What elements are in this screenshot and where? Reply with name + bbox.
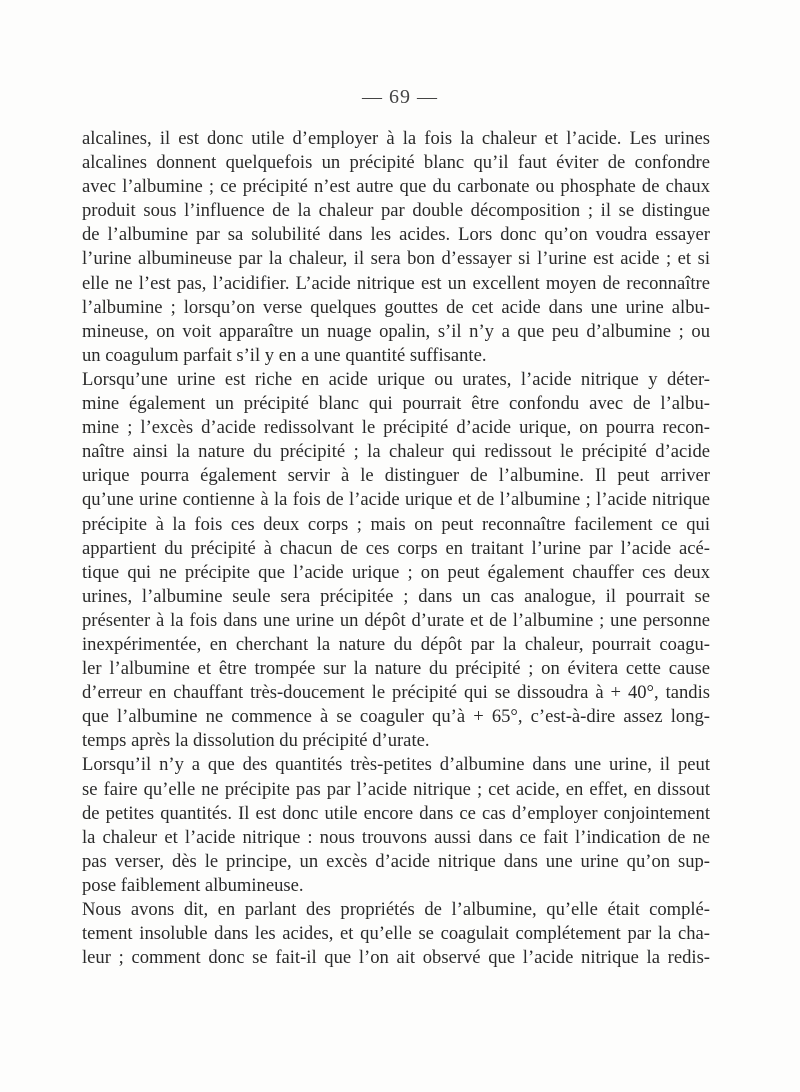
text-line: inexpérimentée, en cherchant la nature du dépôt par la chaleur, pourrait coagu-	[82, 633, 710, 655]
text-line: que l’albumine ne commence à se coaguler qu’à + 65°, c’est-à-dire assez long-	[82, 706, 710, 728]
text-line: mine également un précipité blanc qui pourrait être confondu avec de l’albu-	[82, 393, 710, 415]
text-line: produit sous l’influence de la chaleur par double décomposition ; il se distingue	[82, 200, 710, 222]
text-line: pas verser, dès le principe, un excès d’acide nitrique dans une urine qu’on sup-	[82, 850, 710, 872]
page-number: — 69 —	[362, 86, 438, 108]
text-line: tique qui ne précipite que l’acide urique ; on peut également chauffer ces deux	[82, 561, 710, 583]
text-line: la chaleur et l’acide nitrique : nous trouvons aussi dans ce fait l’indication de ne	[82, 826, 710, 848]
text-line: urique pourra également servir à le distinguer de l’albumine. Il peut arriver	[82, 465, 710, 487]
text-line: de l’albumine par sa solubilité dans les acides. Lors donc qu’on voudra essayer	[82, 224, 710, 246]
text-line: d’erreur en chauffant très-doucement le précipité qui se dissoudra à + 40°, tandis	[82, 682, 710, 704]
text-line: alcalines, il est donc utile d’employer à la fois la chaleur et l’acide. Les urines	[82, 128, 710, 149]
text-line: temps après la dissolution du précipité d’urate.	[82, 730, 430, 752]
text-line: présenter à la fois dans une urine un dépôt d’urate et de l’albumine ; une personne	[82, 609, 710, 631]
text-line: précipite à la fois ces deux corps ; mais on peut reconnaître facilement ce qui	[82, 513, 710, 535]
text-line: naître ainsi la nature du précipité ; la chaleur qui redissout le précipité d’acide	[82, 441, 710, 463]
text-line: de petites quantités. Il est donc utile encore dans ce cas d’employer conjointement	[82, 802, 710, 824]
text-line: mine ; l’excès d’acide redissolvant le précipité d’acide urique, on pourra recon-	[82, 417, 710, 439]
text-line: ler l’albumine et être trompée sur la nature du précipité ; on évitera cette cause	[82, 658, 710, 680]
text-line: urines, l’albumine seule sera précipitée ; dans un cas analogue, il pourrait se	[82, 585, 710, 607]
text-line: l’urine albumineuse par la chaleur, il sera bon d’essayer si l’urine est acide ; et si	[82, 248, 710, 270]
text-line: avec l’albumine ; ce précipité n’est autre que du carbonate ou phosphate de chaux	[82, 176, 710, 198]
text-line: tement insoluble dans les acides, et qu’elle se coagulait complétement par la cha-	[82, 923, 710, 945]
body-text	[82, 127, 710, 970]
text-line: Lorsqu’il n’y a que des quantités très-petites d’albumine dans une urine, il peut	[82, 754, 710, 776]
text-line: se faire qu’elle ne précipite pas par l’acide nitrique ; cet acide, en effet, en dissout	[82, 778, 710, 800]
text-line: elle ne l’est pas, l’acidifier. L’acide nitrique est un excellent moyen de reconnaître	[82, 272, 710, 294]
text-line: pose faiblement albumineuse.	[82, 874, 304, 896]
text-line: un coagulum parfait s’il y en a une quantité suffisante.	[82, 344, 487, 366]
text-line: leur ; comment donc se fait-il que l’on ait observé que l’acide nitrique la redis-	[82, 947, 710, 969]
text-line: l’albumine ; lorsqu’on verse quelques gouttes de cet acide dans une urine albu-	[82, 296, 710, 318]
text-line: Nous avons dit, en parlant des propriétés de l’albumine, qu’elle était complé-	[82, 899, 710, 920]
text-line: alcalines donnent quelquefois un précipité blanc qu’il faut éviter de confondre	[82, 152, 710, 174]
text-line: mineuse, on voit apparaître un nuage opalin, s’il n’y a que peu d’albumine ; ou	[82, 320, 710, 342]
text-line: qu’une urine contienne à la fois de l’acide urique et de l’albumine ; l’acide nitrique	[82, 489, 710, 511]
text-line: Lorsqu’une urine est riche en acide urique ou urates, l’acide nitrique y déter-	[82, 368, 710, 390]
text-line: appartient du précipité à chacun de ces corps en traitant l’urine par l’acide acé-	[82, 537, 710, 559]
